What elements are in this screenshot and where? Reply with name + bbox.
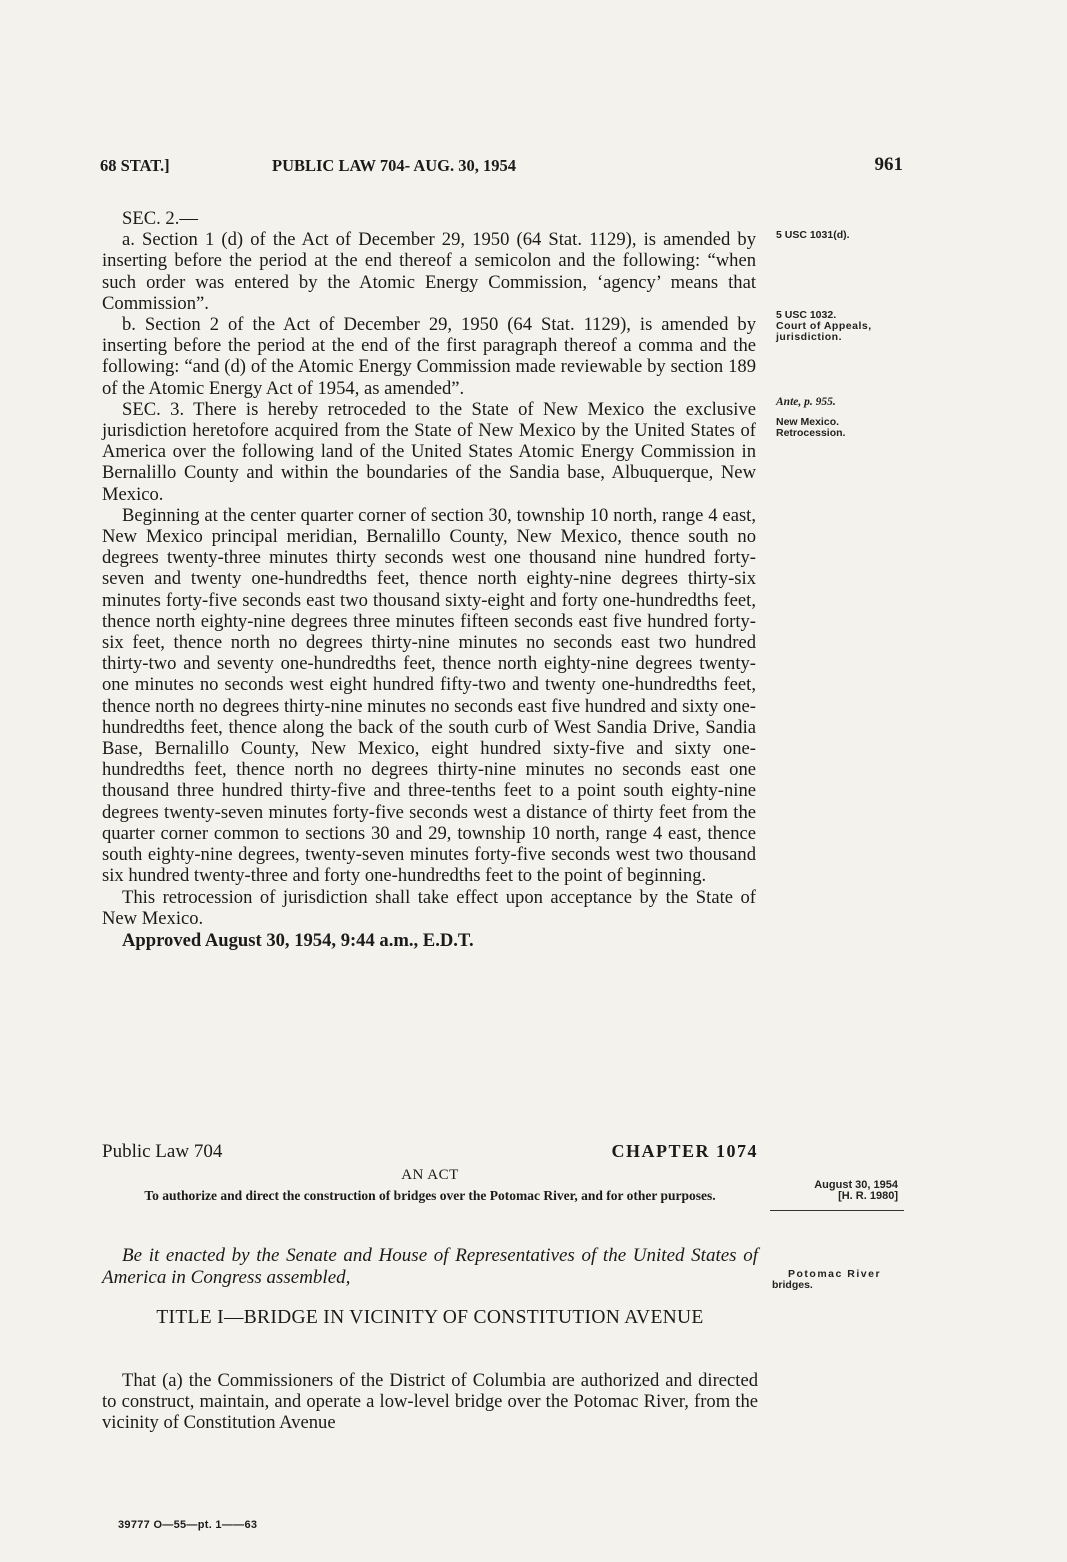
chapter-number: CHAPTER 1074 (611, 1141, 758, 1161)
act-title: AN ACT (401, 1167, 459, 1183)
sec3-text: There is hereby retroceded to the State of New Mexico the exclusive jurisdiction heretofore acquired from the State of New Mexico by the United States of America over the following land of the United States Atomic Energy Commission in Bernalillo County and within the boundaries of the Sandia base, Albuquerque, New Mexico. (102, 398, 756, 505)
ante-ref: Ante, p. 955. (776, 396, 836, 408)
sec2-b: b. Section 2 of the Act of December 29, 1950 (64 Stat. 1129), is amended by inserting before the period at the end of the first paragraph thereof a comma and the following: “and (d) of the Atomic Energy Commission made reviewable by section 189 of the Atomic Energy Act of 1954, as amended”. (102, 314, 756, 399)
main-text (102, 208, 756, 951)
margin-note-usc-1032 (776, 310, 906, 343)
title-one-body (102, 1370, 758, 1434)
margin-note-potomac (772, 1269, 906, 1291)
margin-note-usc-1032-cite: 5 USC 1032. (776, 309, 837, 321)
sec2-a: a. Section 1 (d) of the Act of December 29, 1950 (64 Stat. 1129), is amended by inserting before the period at the end thereof a semicolon and the following: “when such order was entered by the Atomic Energy Commission, ‘agency’ means that Commission”. (102, 229, 756, 314)
approval-line: Approved August 30, 1954, 9:44 a.m., E.D.T. (122, 929, 474, 951)
bridges-note: bridges. (772, 1279, 813, 1291)
public-law-number: Public Law 704 (102, 1141, 223, 1162)
margin-note-usc-1031: 5 USC 1031(d). (776, 229, 850, 241)
title-one-text: That (a) the Commissioners of the District of Columbia are authorized and directed to construct, maintain, and operate a low-level bridge over the Potomac River, from the vicinity of Constitution Avenue (102, 1370, 758, 1434)
sec3-paragraph (102, 399, 756, 505)
enacting-clause-text: Be it enacted by the Senate and House of Representatives of the United States of America in Congress assembled, (102, 1245, 758, 1288)
margin-note-retrocession: Retrocession. (776, 427, 846, 439)
running-title: PUBLIC LAW 704- AUG. 30, 1954 (272, 156, 517, 175)
title-one-heading: TITLE I—BRIDGE IN VICINITY OF CONSTITUTION AVENUE (156, 1307, 704, 1328)
margin-note-date (776, 1180, 898, 1202)
page-number: 961 (874, 154, 903, 175)
enactment-date: August 30, 1954 (814, 1179, 898, 1191)
potomac-river-note: Potomac River (788, 1268, 882, 1280)
print-footer: 39777 O—55—pt. 1——63 (118, 1519, 258, 1531)
margin-note-new-mexico (776, 417, 906, 439)
sec3-label: SEC. 3. (122, 398, 185, 420)
enacting-clause (102, 1245, 758, 1289)
margin-note-court-of-appeals: Court of Appeals, jurisdiction. (776, 320, 872, 343)
act-purpose: To authorize and direct the construction of bridges over the Potomac River, and for other purposes. (144, 1188, 716, 1203)
stat-volume: 68 STAT.] (100, 156, 170, 175)
bill-number: [H. R. 1980] (838, 1190, 898, 1202)
page-header (100, 156, 903, 180)
land-description: Beginning at the center quarter corner of section 30, township 10 north, range 4 east, New Mexico principal meridian, Bernalillo County, New Mexico, thence south no degrees twenty-three minutes thirty seconds west one thousand nine hundred forty-seven and twenty one-hundredths feet, thence north eighty-nine degrees thirty-six minutes forty-five seconds east two thousand sixty-eight and forty one-hundredths feet, thence north eighty-nine degrees three minutes fifteen seconds east five hundred forty-six feet, thence north no degrees thirty-nine minutes no seconds east two hundred thirty-two and seventy one-hundredths feet, thence north eighty-nine degrees twenty-one minutes no seconds west eight hundred fifty-two and twenty one-hundredths feet, thence north no degrees thirty-nine minutes no seconds east five hundred and sixty one-hundredths feet, thence along the back of the south curb of West Sandia Drive, Sandia Base, Bernalillo County, New Mexico, eight hundred sixty-five and sixty one-hundredths feet, thence north no degrees thirty-nine minutes no seconds east one thousand three hundred thirty-five and three-tenths feet to a point south eighty-nine degrees twenty-seven minutes forty-five seconds west a distance of thirty feet from the quarter corner common to sections 30 and 29, township 10 north, range 4 east, thence south eighty-nine degrees, twenty-seven minutes forty-five seconds west two thousand six hundred twenty-three and forty one-hundredths feet to the point of beginning. (102, 504, 756, 887)
retrocession-effect: This retrocession of jurisdiction shall take effect upon acceptance by the State of New Mexico. (102, 886, 756, 929)
margin-note-nm: New Mexico. (776, 416, 840, 428)
margin-rule (770, 1210, 904, 1211)
margin-note-ante (776, 397, 906, 408)
sec2-heading: SEC. 2.— (122, 208, 198, 229)
